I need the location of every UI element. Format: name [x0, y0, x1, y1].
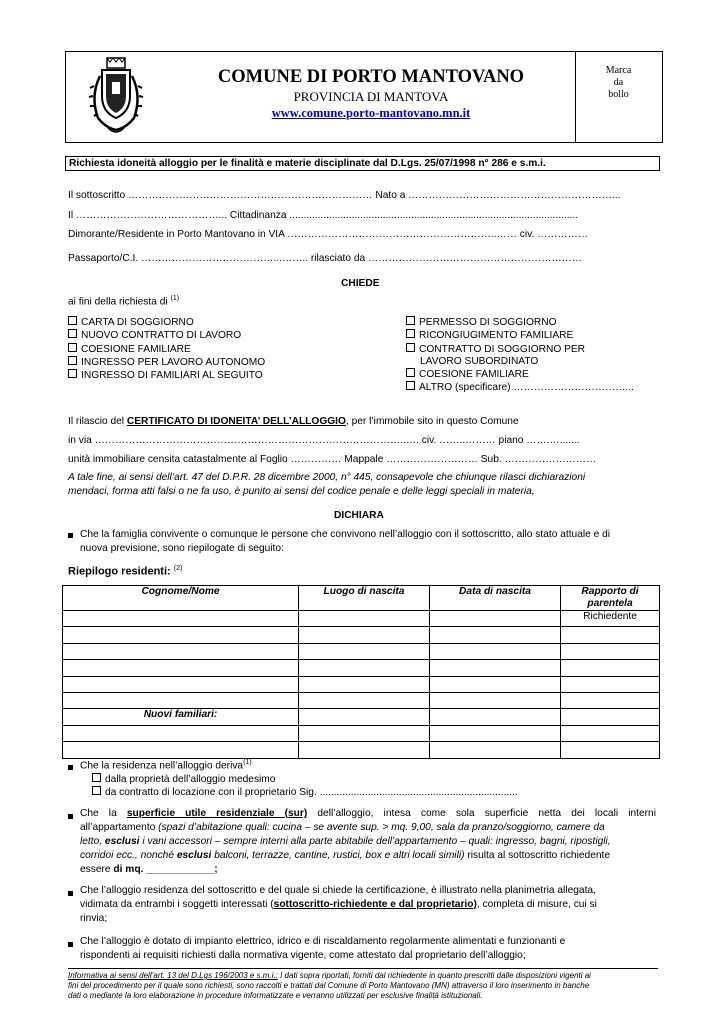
bullet-icon	[68, 942, 73, 947]
text-span: vidimata da entrambi i soggetti interessati (	[80, 899, 274, 910]
systems-line2: rispondenti ai requisiti richiesti dalla normativa vigente, come attestato dal proprietario dell’alloggio;	[80, 950, 526, 961]
text-span: balconi, terrazze, cantine, rustici, box e altri locali simili)	[211, 850, 465, 861]
family-statement-line1: Che la famiglia convivente o comunque le persone che convivono nell’alloggio con il sottoscritto, allo stato attuale e di	[80, 529, 611, 540]
table-cell[interactable]	[561, 692, 660, 708]
table-cell[interactable]	[430, 660, 561, 676]
table-cell[interactable]	[430, 725, 561, 741]
table-row	[63, 660, 660, 676]
bullet-icon	[68, 814, 73, 819]
table-cell[interactable]	[561, 676, 660, 692]
bullet-icon	[68, 765, 73, 770]
table-row	[63, 611, 660, 627]
residents-table	[62, 585, 660, 759]
table-cell[interactable]	[430, 611, 561, 627]
stamp-label-1: Marca	[605, 65, 632, 76]
text-span: esclusi	[104, 836, 140, 847]
certificate-intro	[68, 416, 519, 427]
text-span: all’appartamento	[80, 822, 159, 833]
table-row	[63, 676, 660, 692]
dichiara-heading: DICHIARA	[334, 510, 384, 521]
option-label: da contratto di locazione con il proprietario Sig. ......................................................................	[105, 787, 518, 798]
stamp-label-3: bollo	[608, 89, 629, 100]
checkbox[interactable]	[68, 356, 77, 365]
table-row	[63, 643, 660, 659]
privacy-notice	[68, 968, 658, 1001]
surface-term: superficie utile residenziale (sur)	[126, 808, 308, 819]
checkbox[interactable]	[406, 368, 415, 377]
option-familiari-seguito[interactable]	[68, 369, 265, 382]
option-contratto-continuation: LAVORO SUBORDINATO	[420, 355, 539, 367]
option-label: RICONGIUGIMENTO FAMILIARE	[419, 330, 574, 342]
table-cell[interactable]	[561, 725, 660, 741]
text-span: i vani accessori – sempre interni alla parte abitabile dell’appartamento – quali: ingresso, bagni, ripostigli,	[139, 836, 611, 847]
municipality-title: COMUNE DI PORTO MANTOVANO	[217, 67, 525, 87]
checkbox[interactable]	[68, 343, 77, 352]
checkbox[interactable]	[68, 316, 77, 325]
col-header-name: Cognome/Nome	[63, 586, 299, 611]
option-coesione-familiare[interactable]	[68, 343, 265, 356]
option-label: CARTA DI SOGGIORNO	[81, 317, 194, 328]
checkbox[interactable]	[68, 329, 77, 338]
privacy-line3: dati o mediante la loro elaborazione in procedure informatizzate e verranno utilizzati per esclusive finalità istituzionali.	[68, 991, 483, 1000]
document-header	[65, 51, 663, 143]
option-label: COESIONE FAMILIARE	[419, 369, 529, 381]
col-header-birthplace: Luogo di nascita	[299, 586, 430, 611]
table-cell[interactable]	[430, 692, 561, 708]
residence-option-ownership[interactable]	[92, 773, 275, 785]
surface-line2	[80, 822, 605, 833]
option-label: COESIONE FAMILIARE	[81, 343, 191, 355]
option-label: dalla proprietà dell’alloggio medesimo	[105, 774, 276, 785]
left-option-list	[68, 316, 265, 382]
text-span: dell’alloggio, intesa come sola superficie netta dei locali interni	[307, 808, 656, 819]
table-cell[interactable]	[63, 692, 299, 708]
col-header-relationship: Rapporto di parentela	[561, 586, 660, 611]
relationship-applicant-cell: Richiedente	[561, 611, 660, 627]
table-cell[interactable]	[430, 742, 561, 758]
table-row	[63, 709, 660, 725]
table-cell[interactable]	[63, 676, 299, 692]
legal-notice-line1: A tale fine, ai sensi dell’art. 47 del D.P.R. 28 dicembre 2000, n° 445, consapevole che chiunque rilasci dichiarazioni	[68, 472, 586, 483]
right-option-list	[406, 316, 634, 395]
option-ricongiungimento[interactable]	[406, 329, 634, 342]
text-span: I dati sopra riportati, forniti dal richiedente in quanto prescritti dalle disposizioni vigenti ai	[277, 971, 591, 980]
checkbox[interactable]	[92, 786, 101, 795]
residence-option-rental[interactable]	[92, 786, 518, 798]
table-cell[interactable]	[430, 643, 561, 659]
table-cell[interactable]	[561, 643, 660, 659]
certificate-post: , per l’immobile sito in questo Comune	[345, 416, 519, 427]
residents-title-text: Riepilogo residenti:	[68, 565, 171, 578]
option-label: INGRESSO PER LAVORO AUTONOMO	[81, 356, 266, 368]
table-row	[63, 742, 660, 758]
option-label: PERMESSO DI SOGGIORNO	[419, 317, 557, 328]
option-label: INGRESSO DI FAMILIARI AL SEGUITO	[81, 370, 263, 382]
surface-line4	[80, 850, 610, 861]
text-span: risulta al sottoscritto richiedente	[464, 850, 611, 861]
table-cell[interactable]	[561, 709, 660, 725]
new-family-label-cell: Nuovi familiari:	[63, 709, 299, 725]
checkbox[interactable]	[92, 773, 101, 782]
text-span: , completa di misure, cui si	[476, 899, 597, 910]
footnote-ref: (1)	[170, 295, 180, 302]
option-label: ALTRO (specificare) ……………………………...	[419, 382, 634, 394]
table-cell[interactable]	[430, 709, 561, 725]
table-cell[interactable]	[561, 742, 660, 758]
plan-line1: Che l’alloggio residenza del sottoscritto e del quale si chiede la certificazione, è illustrato nella planimetria allegata,	[80, 885, 596, 896]
checkbox[interactable]	[406, 381, 415, 390]
table-cell[interactable]	[299, 742, 430, 758]
legal-notice-line2: mendaci, forma atti falsi o ne fa uso, è punito ai sensi del codice penale e delle leggi speciali in materia,	[68, 486, 535, 497]
plan-line2	[80, 899, 597, 910]
table-row	[63, 692, 660, 708]
applicant-passport-line[interactable]: Passaporto/C.I. …………………………………...…….. rilasciato da ………………………………………………………	[68, 253, 582, 264]
stamp-label-2: da	[613, 77, 624, 88]
checkbox[interactable]	[68, 369, 77, 378]
text-span: corridoi ecc., nonché	[80, 850, 177, 861]
privacy-title: Informativa ai sensi dell’art. 13 del D.Lgs 196/2003 e s.m.i.:	[68, 971, 278, 980]
surface-line1	[80, 808, 656, 819]
option-contratto-soggiorno[interactable]	[406, 343, 634, 356]
text-span: essere	[80, 864, 114, 875]
option-altro[interactable]	[406, 381, 634, 394]
bullet-icon	[68, 533, 73, 538]
checkbox[interactable]	[406, 343, 415, 352]
province-subtitle: PROVINCIA DI MANTOVA	[293, 89, 449, 104]
plan-line3: rinvia;	[80, 913, 108, 924]
website-link[interactable]: www.comune.porto-mantovano.mn.it	[271, 106, 471, 120]
residence-origin-text: Che la residenza nell’alloggio deriva	[80, 760, 244, 772]
table-cell[interactable]	[299, 611, 430, 627]
option-label: NUOVO CONTRATTO DI LAVORO	[81, 330, 242, 342]
footnote-ref: (1)	[243, 759, 252, 766]
option-label: CONTRATTO DI SOGGIORNO PER	[419, 343, 586, 355]
table-cell[interactable]	[561, 660, 660, 676]
checkbox[interactable]	[406, 316, 415, 325]
family-statement-line2: nuova previsione, sono riepilogate di seguito:	[80, 543, 284, 554]
residents-summary-title	[68, 565, 182, 578]
title-block	[186, 66, 556, 121]
col-header-birthdate: Data di nascita	[430, 586, 561, 611]
table-cell[interactable]	[63, 627, 299, 643]
municipal-crest-logo	[88, 56, 144, 138]
table-cell[interactable]	[63, 611, 299, 627]
applicant-address-line[interactable]: Dimorante/Residente in Porto Mantovano in VIA ……………………………………………………..…… civ. ……………	[68, 229, 589, 240]
table-cell[interactable]	[63, 725, 299, 741]
table-cell[interactable]	[299, 676, 430, 692]
table-cell[interactable]	[299, 709, 430, 725]
table-cell[interactable]	[430, 627, 561, 643]
applicant-name-line[interactable]: Il sottoscritto ……………………………………………………………… Nato a ……………………………………………………...	[68, 190, 621, 201]
table-cell[interactable]	[299, 692, 430, 708]
option-coesione-familiare-2[interactable]	[406, 368, 634, 381]
table-row	[63, 627, 660, 643]
table-cell[interactable]	[63, 643, 299, 659]
certificate-name: CERTIFICATO DI IDONEITA’ DELL’ALLOGGIO	[126, 416, 346, 427]
footnote-ref: (2)	[173, 565, 183, 572]
text-span: (spazi d’abitazione quali: cucina – se avente sup. > mq. 9,00, sala da pranzo/soggiorno, camere da	[158, 822, 605, 833]
surface-sqm-field: di mq. ____________;	[113, 864, 218, 875]
option-nuovo-contratto[interactable]	[68, 329, 265, 342]
surface-line5[interactable]	[80, 864, 218, 875]
request-intro-text: ai fini della richiesta di	[68, 296, 168, 308]
table-cell[interactable]	[299, 643, 430, 659]
table-cell[interactable]	[561, 627, 660, 643]
text-span: sottoscritto-richiedente e dal proprietario)	[273, 899, 477, 910]
surface-line3	[80, 836, 611, 847]
bullet-icon	[68, 891, 73, 896]
text-span: Che la	[80, 808, 127, 819]
table-cell[interactable]	[63, 660, 299, 676]
residence-origin	[80, 759, 252, 771]
table-row	[63, 725, 660, 741]
table-cell[interactable]	[299, 660, 430, 676]
table-cell[interactable]	[299, 725, 430, 741]
privacy-line1	[68, 971, 658, 981]
systems-line1: Che l’alloggio è dotato di impianto elettrico, idrico e di riscaldamento regolarmente alimentati e funzionanti e	[80, 936, 566, 947]
certificate-pre: Il rilascio del	[68, 416, 127, 427]
privacy-line2: fini del procedimento per il quale sono richiesti, sono raccolti e trattati dal Comune di Porto Mantovano (MN) attraverso il loro inserimento in banche	[68, 981, 590, 990]
revenue-stamp-box	[575, 52, 661, 142]
cadastral-line[interactable]: unità immobiliare censita catastalmente al Foglio …………… Mappale ……………………… Sub. ………………………	[68, 454, 597, 465]
text-span: esclusi	[176, 850, 212, 861]
request-intro	[68, 295, 179, 307]
option-permesso-soggiorno[interactable]	[406, 316, 634, 329]
table-cell[interactable]	[430, 676, 561, 692]
applicant-citizenship-line[interactable]: Il ……………………………………... Cittadinanza ......................................................................................................	[68, 210, 579, 221]
property-address-line[interactable]: in via ………………………………………………………………………………..…. civ. ……..……… piano …….….......	[68, 435, 580, 446]
option-carta-soggiorno[interactable]	[68, 316, 265, 329]
table-header-row	[63, 586, 660, 611]
table-cell[interactable]	[63, 742, 299, 758]
table-cell[interactable]	[299, 627, 430, 643]
request-title: Richiesta idoneità alloggio per le finalità e materie disciplinate dal D.Lgs. 25/07/1998 n° 286 e s.m.i.	[65, 156, 660, 171]
chiede-heading: CHIEDE	[341, 278, 380, 289]
option-lavoro-autonomo[interactable]	[68, 356, 265, 369]
text-span: letto,	[80, 836, 105, 847]
checkbox[interactable]	[406, 329, 415, 338]
